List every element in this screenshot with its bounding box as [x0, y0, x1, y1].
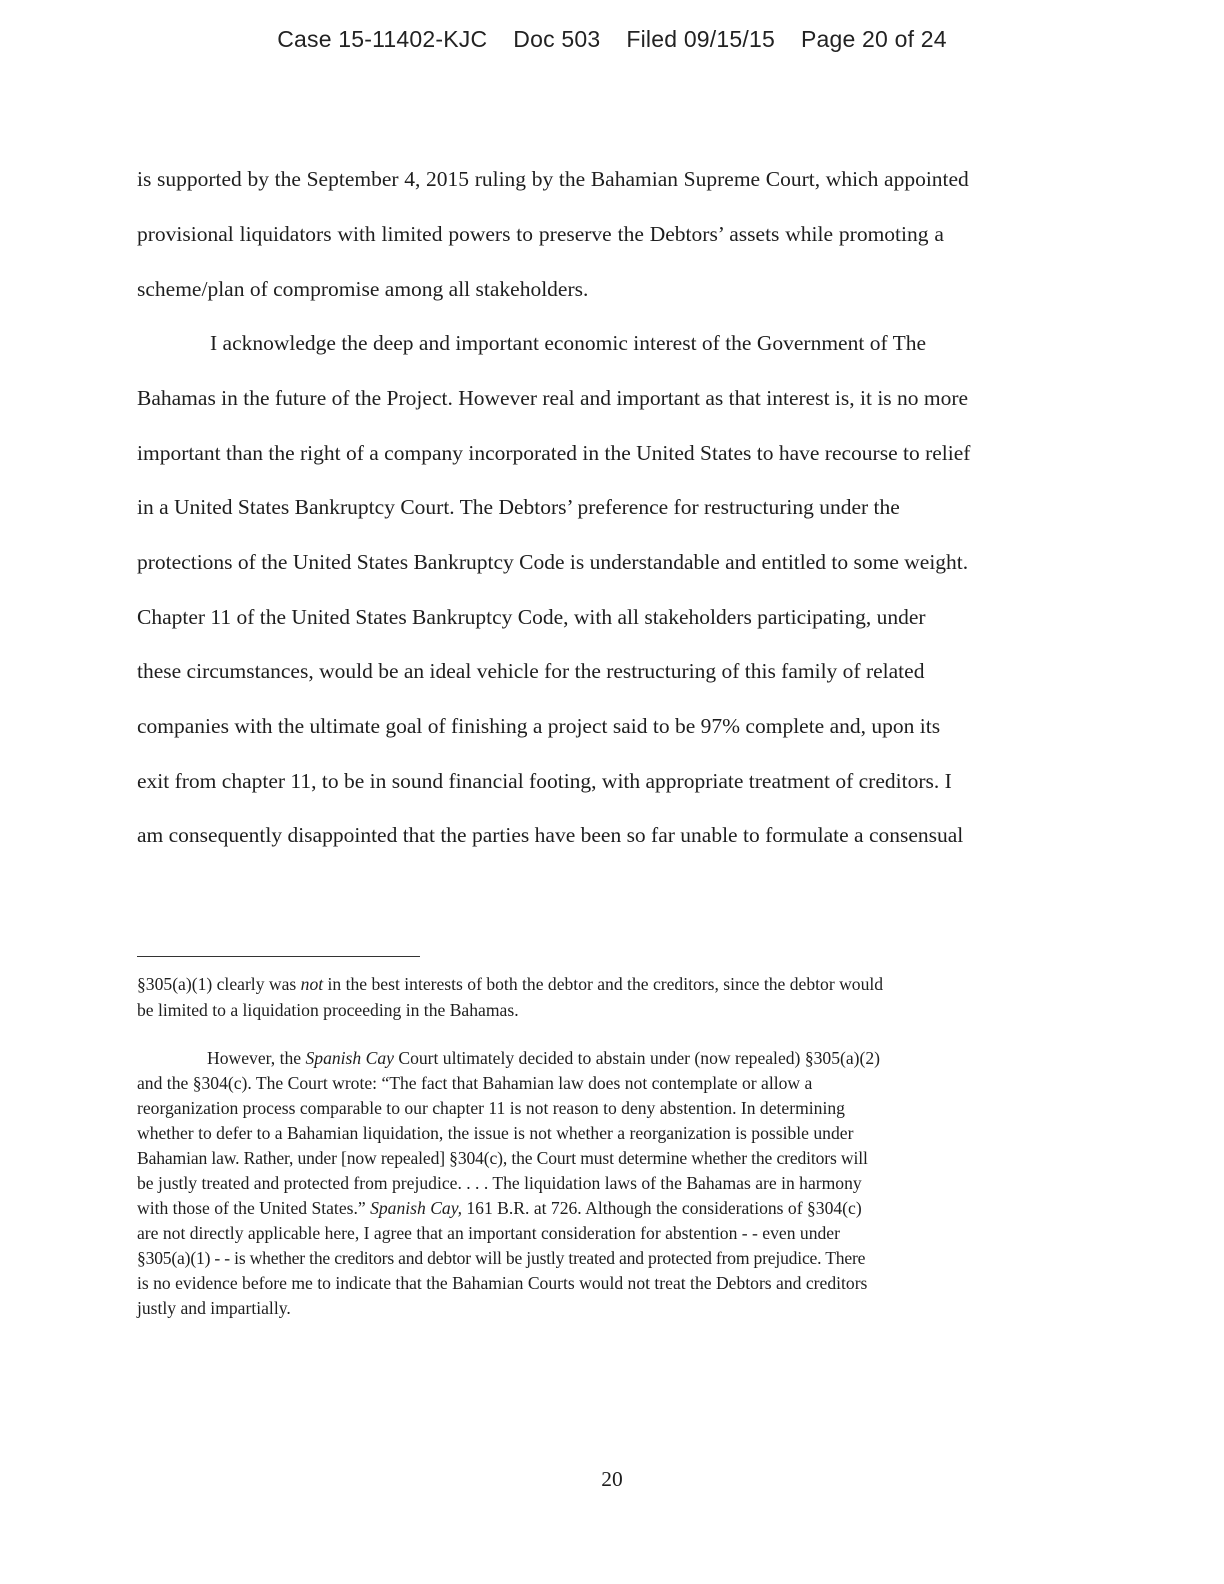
- footnote-line: be limited to a liquidation proceeding in the Bahamas.: [137, 1000, 519, 1020]
- body-line: scheme/plan of compromise among all stakeholders.: [137, 277, 589, 301]
- body-line: these circumstances, would be an ideal vehicle for the restructuring of this family of related: [137, 659, 925, 683]
- footnote-line: and the §304(c). The Court wrote: “The fact that Bahamian law does not contemplate or allow a: [137, 1073, 813, 1093]
- body-line: Bahamas in the future of the Project. However real and important as that interest is, it is no more: [137, 386, 969, 410]
- body-line: I acknowledge the deep and important economic interest of the Government of The: [210, 331, 927, 355]
- page-number: 20: [601, 1467, 623, 1491]
- body-line: companies with the ultimate goal of finishing a project said to be 97% complete and, upon its: [137, 714, 941, 738]
- case-number: Case 15-11402-KJC: [277, 26, 488, 52]
- body-line: provisional liquidators with limited powers to preserve the Debtors’ assets while promoting a: [137, 222, 944, 246]
- footnote-line: is no evidence before me to indicate that the Bahamian Courts would not treat the Debtors and creditors: [137, 1273, 868, 1293]
- footnote-line: with those of the United States.” Spanish Cay, 161 B.R. at 726. Although the considerations of §304(c): [137, 1198, 862, 1218]
- body-line: exit from chapter 11, to be in sound financial footing, with appropriate treatment of creditors. I: [137, 769, 952, 793]
- body-line: Chapter 11 of the United States Bankruptcy Code, with all stakeholders participating, under: [137, 605, 926, 629]
- footnote-line: whether to defer to a Bahamian liquidation, the issue is not whether a reorganization is possible under: [137, 1123, 854, 1143]
- page-of-pages: Page 20 of 24: [800, 26, 947, 52]
- body-line: am consequently disappointed that the parties have been so far unable to formulate a consensual: [137, 823, 964, 847]
- footnote-line: However, the Spanish Cay Court ultimately decided to abstain under (now repealed) §305(a)(2): [207, 1048, 881, 1068]
- footnote-line: §305(a)(1) - - is whether the creditors and debtor will be justly treated and protected from prejudice. There: [137, 1248, 866, 1268]
- body-line: in a United States Bankruptcy Court. The Debtors’ preference for restructuring under the: [137, 495, 900, 519]
- doc-number: Doc 503: [513, 26, 601, 52]
- footnote-line: are not directly applicable here, I agree that an important consideration for abstention - - even under: [137, 1223, 840, 1243]
- footnote: [137, 0, 1062, 1330]
- body-line: is supported by the September 4, 2015 ruling by the Bahamian Supreme Court, which appointed: [137, 167, 969, 191]
- filed-date: Filed 09/15/15: [626, 26, 775, 52]
- footnote-line: reorganization process comparable to our chapter 11 is not reason to deny abstention. In determining: [137, 1098, 845, 1118]
- body-line: important than the right of a company incorporated in the United States to have recourse to relief: [137, 441, 971, 465]
- footnote-line: §305(a)(1) clearly was not in the best interests of both the debtor and the creditors, since the debtor would: [137, 974, 884, 994]
- footnote-line: justly and impartially.: [137, 1298, 291, 1318]
- footnote-line: Bahamian law. Rather, under [now repealed] §304(c), the Court must determine whether the creditors will: [137, 1148, 868, 1168]
- footnote-line: be justly treated and protected from prejudice. . . . The liquidation laws of the Bahamas are in harmony: [137, 1173, 862, 1193]
- body-line: protections of the United States Bankruptcy Code is understandable and entitled to some weight.: [137, 550, 969, 574]
